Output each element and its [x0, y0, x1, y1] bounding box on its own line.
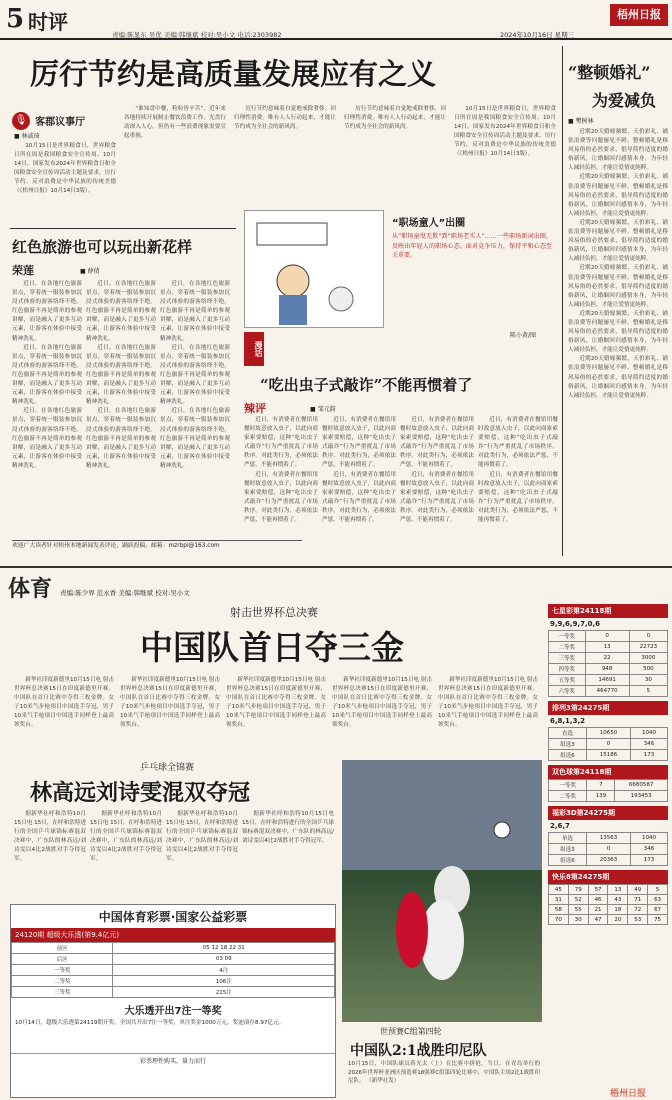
table-cell: 一等奖 [549, 780, 587, 791]
lottery-side-column [548, 604, 668, 1092]
insect-body-col3 [400, 416, 474, 558]
table-cell: 193453 [615, 791, 668, 802]
lead-paragraph: 10月15日是世界粮食日，世界粮食日所在周是我国粮食安全宣传周。10月14日，国家发布2024年世界粮食日和全国粮食安全宣传周活动主题及要求。厉行节约、反对浪费是中华民族的传统美德（《梧州日报》10月14日3版）。 [454, 106, 556, 158]
football-photo-illustration [342, 760, 542, 1022]
cartoon-panel [244, 210, 384, 328]
tt-paragraph: 据新华社呼和浩特10月15日电 15日，在呼和浩特进行的全国乒乓球锦标赛混双决赛中，广东队的林高远/刘诗雯以4比2战胜对手夺得冠军。 [242, 811, 334, 845]
table-cell: 一等奖 [549, 631, 586, 642]
table-cell: 6680587 [615, 780, 668, 791]
cartoon-signature: 陈小黄/图 [510, 332, 537, 339]
table-cell: 72 [628, 905, 648, 915]
lottery-banner-text: 10月14日，超级大乐透第24119期开奖。全国共开出7注一等奖，单注奖金1000万元，奖池滚存8.97亿元。 [15, 1020, 285, 1026]
side-author: ■ 樊树林 [568, 118, 594, 125]
sec1-table [548, 630, 668, 697]
table-cell: 二等奖 [549, 791, 587, 802]
lead-paragraph: “谁知盘中餐，粒粒皆辛苦”。近年来各地持续开展制止餐饮浪费工作，光盘行动深入人心。但仍有一些浪费现象需要引起重视。 [124, 106, 226, 140]
tourism-paragraph: 近日，在各地红色旅游景点，穿着统一服装参加沉浸式体验的游客络绎不绝。红色旅游不再是简单的参观讲解，而是融入了更多互动元素，让游客在体验中接受精神洗礼。 [86, 281, 156, 342]
table-cell: 3000 [629, 653, 667, 664]
table-cell: 346 [630, 739, 667, 750]
column-label-box [12, 110, 122, 128]
table-row [549, 642, 668, 653]
table-cell: 52 [568, 895, 588, 905]
tt-paragraph: 据新华社呼和浩特10月15日电 15日，在呼和浩特进行的全国乒乓球锦标赛混双决赛中，广东队的林高远/刘诗雯以4比2战胜对手夺得冠军。 [90, 811, 162, 863]
table-row [549, 791, 668, 802]
page-number: 5 [6, 4, 25, 34]
table-cell: 55 [568, 905, 588, 915]
table-cell: 单选 [549, 833, 587, 844]
lead-author: ■ 林戚琦 [14, 133, 40, 140]
table-row [549, 728, 668, 739]
table-row [549, 833, 668, 844]
tt-body-col4 [242, 810, 334, 896]
insect-paragraph: 近日，有消费者在餐馆用餐时故意放入虫子，以此向商家索要赔偿，这种“吃出虫子式敲诈”行为严重扰乱了市场秩序。对此类行为，必须依法严惩，不能再惯着了。 [478, 471, 558, 524]
table-cell: 22 [585, 653, 629, 664]
table-cell: 14691 [585, 675, 629, 686]
mic-icon: 🎙 [12, 112, 30, 130]
table-cell: 58 [549, 905, 569, 915]
shoot-kicker: 射击世界杯总决赛 [230, 606, 318, 619]
insect-body-col2 [322, 416, 396, 558]
table-cell: 71 [628, 895, 648, 905]
cartoon-title: “职场童人”出圈 [392, 218, 466, 229]
section-divider [0, 566, 672, 568]
lead-headline: 厉行节约是高质量发展应有之义 [30, 57, 437, 91]
tt-kicker: 乒乓球全锦赛 [140, 763, 195, 773]
table-cell: 948 [585, 664, 629, 675]
lead-body-col1 [14, 142, 116, 237]
photo-credit: （新华社发） [366, 1078, 400, 1084]
tourism-body-col2 [86, 280, 156, 538]
side-headline-1: “整顿婚礼” [568, 63, 651, 82]
tt-headline: 林高远刘诗雯混双夺冠 [30, 780, 251, 806]
football-kicker: 世预赛C组第四轮 [380, 1027, 442, 1036]
tourism-paragraph: 近日，在各地红色旅游景点，穿着统一服装参加沉浸式体验的游客络绎不绝。红色旅游不再是简单的参观讲解，而是融入了更多互动元素，让游客在体验中接受精神洗礼。 [12, 281, 82, 342]
tt-paragraph: 据新华社呼和浩特10月15日电 15日，在呼和浩特进行的全国乒乓球锦标赛混双决赛中，广东队的林高远/刘诗雯以4比2战胜对手夺得冠军。 [166, 811, 238, 863]
table-cell: 47 [588, 915, 608, 925]
tt-body-col3 [166, 810, 238, 896]
cartoon-column-label: 漫话 [244, 332, 264, 366]
table-row [549, 675, 668, 686]
header-date: 2024年10月16日 星期三 [500, 31, 575, 39]
table-cell: 215注 [113, 987, 335, 998]
table-cell: 346 [630, 844, 667, 855]
shoot-paragraph: 新华社印度新德里10月15日电 射击世界杯总决赛15日在印度新德里开赛，中国队在首日比赛中夺得三枚金牌。女子10米气步枪项目中国选手夺冠，男子10米气手枪项目中国选手同样登上最高领奖台。 [14, 677, 114, 729]
table-cell: 三等奖 [549, 653, 586, 664]
table-cell: 二等奖 [12, 976, 113, 987]
table-cell: 六等奖 [549, 686, 586, 697]
insect-author: ■ 邹元韵 [310, 406, 336, 413]
divider [10, 228, 236, 229]
table-cell: 46 [588, 895, 608, 905]
shoot-paragraph: 新华社印度新德里10月15日电 射击世界杯总决赛15日在印度新德里开赛，中国队在首日比赛中夺得三枚金牌。女子10米气步枪项目中国选手夺冠，男子10米气手枪项目中国选手同样登上最高领奖台。 [332, 677, 432, 729]
sec5-table [548, 884, 668, 925]
cartoon-caption: 从“职场童叟无欺”到“职场老实人”……一些职场新词出圈，反映出年轻人的职场心态。面对竞争压力，保持平和心态至关重要。 [392, 233, 552, 259]
shoot-body-col1 [14, 676, 114, 752]
side-paragraph: 近期20天婚嫁频繁，天价彩礼、铺张浪费等问题屡见不鲜。整顿婚礼是移风易俗的必然要求，倡导简约适度的婚俗新风，让婚姻回归感情本身，为年轻人减轻负担，才能让爱情更纯粹。 [568, 265, 668, 308]
table-cell: 0 [587, 844, 631, 855]
table-cell: 10650 [587, 728, 631, 739]
table-cell: 0 [629, 631, 667, 642]
table-cell: 22723 [629, 642, 667, 653]
tourism-paragraph: 近日，在各地红色旅游景点，穿着统一服装参加沉浸式体验的游客络绎不绝。红色旅游不再是简单的参观讲解，而是融入了更多互动元素，让游客在体验中接受精神洗礼。 [86, 344, 156, 406]
side-paragraph: 近期20天婚嫁频繁，天价彩礼、铺张浪费等问题屡见不鲜。整顿婚礼是移风易俗的必然要求，倡导简约适度的婚俗新风，让婚姻回归感情本身，为年轻人减轻负担，才能让爱情更纯粹。 [568, 129, 668, 172]
sports-section-title: 体育 [8, 576, 53, 602]
table-row [12, 965, 335, 976]
table-cell: 45 [549, 885, 569, 895]
table-cell: 13563 [587, 833, 631, 844]
table-cell: 前区 [12, 943, 113, 954]
table-cell: 67 [648, 905, 668, 915]
table-cell: 4注 [113, 965, 335, 976]
insect-paragraph: 近日，有消费者在餐馆用餐时故意放入虫子，以此向商家索要赔偿，这种“吃出虫子式敲诈”行为严重扰乱了市场秩序。对此类行为，必须依法严惩，不能再惯着了。 [322, 471, 396, 524]
table-cell: 53 [628, 915, 648, 925]
tourism-paragraph: 近日，在各地红色旅游景点，穿着统一服装参加沉浸式体验的游客络绎不绝。红色旅游不再是简单的参观讲解，而是融入了更多互动元素，让游客在体验中接受精神洗礼。 [160, 281, 230, 342]
lottery-main-issue: 24120期 超级大乐透(第9.4亿元) [11, 928, 335, 942]
tourism-paragraph: 近日，在各地红色旅游景点，穿着统一服装参加沉浸式体验的游客络绎不绝。红色旅游不再是简单的参观讲解，而是融入了更多互动元素，让游客在体验中接受精神洗礼。 [12, 408, 82, 469]
table-cell: 49 [628, 885, 648, 895]
insect-paragraph: 近日，有消费者在餐馆用餐时故意放入虫子，以此向商家索要赔偿，这种“吃出虫子式敲诈”行为严重扰乱了市场秩序。对此类行为，必须依法严惩，不能再惯着了。 [244, 417, 318, 469]
shoot-paragraph: 新华社印度新德里10月15日电 射击世界杯总决赛15日在印度新德里开赛，中国队在首日比赛中夺得三枚金牌。女子10米气步枪项目中国选手夺冠，男子10米气手枪项目中国选手同样登上最高领奖台。 [438, 677, 538, 729]
table-cell: 一等奖 [12, 965, 113, 976]
table-cell: 组选6 [549, 855, 587, 866]
masthead-logo: 梧州日报 [610, 4, 668, 26]
shoot-body-col5 [438, 676, 538, 752]
page-header [0, 0, 672, 40]
sec2-numbers: 6,8,1,3,2 [550, 717, 585, 725]
table-cell: 组选3 [549, 739, 587, 750]
table-cell: 0 [585, 631, 629, 642]
tourism-paragraph: 近日，在各地红色旅游景点，穿着统一服装参加沉浸式体验的游客络绎不绝。红色旅游不再是简单的参观讲解，而是融入了更多互动元素，让游客在体验中接受精神洗礼。 [86, 408, 156, 469]
insect-headline: “吃出虫子式敲诈”不能再惯着了 [260, 376, 473, 394]
sec1-title: 七星彩第24118期 [548, 604, 668, 618]
table-cell: 75 [648, 915, 668, 925]
insect-paragraph: 近日，有消费者在餐馆用餐时故意放入虫子，以此向商家索要赔偿，这种“吃出虫子式敲诈”行为严重扰乱了市场秩序。对此类行为，必须依法严惩，不能再惯着了。 [322, 417, 396, 469]
table-cell: 139 [587, 791, 615, 802]
tt-body-col2 [90, 810, 162, 896]
table-row [12, 976, 335, 987]
insect-body-col1 [244, 416, 318, 558]
table-cell: 18 [608, 905, 628, 915]
lead-paragraph: 厉行节约意味着自觉地戒除奢侈，回归理性消费。唯有人人行动起来，才能让节约成为全社会的新风尚。 [234, 106, 336, 131]
tt-body-col1 [14, 810, 86, 896]
lead-body-col2 [124, 105, 226, 290]
table-row [12, 943, 335, 954]
insect-paragraph: 近日，有消费者在餐馆用餐时故意放入虫子，以此向商家索要赔偿，这种“吃出虫子式敲诈”行为严重扰乱了市场秩序。对此类行为，必须依法严惩，不能再惯着了。 [244, 471, 318, 524]
table-cell: 二等奖 [549, 642, 586, 653]
table-cell: 79 [568, 885, 588, 895]
table-cell: 43 [608, 895, 628, 905]
shoot-paragraph: 新华社印度新德里10月15日电 射击世界杯总决赛15日在印度新德里开赛，中国队在首日比赛中夺得三枚金牌。女子10米气步枪项目中国选手夺冠，男子10米气手枪项目中国选手同样登上最高领奖台。 [120, 677, 220, 729]
lottery-main-table [11, 942, 335, 998]
table-cell: 1040 [630, 833, 667, 844]
table-cell: 7 [587, 780, 615, 791]
lottery-banner: 大乐透开出7注一等奖 [124, 1006, 222, 1017]
sec3-title: 双色球第24118期 [548, 765, 668, 779]
insect-paragraph: 近日，有消费者在餐馆用餐时故意放入虫子，以此向商家索要赔偿，这种“吃出虫子式敲诈”行为严重扰乱了市场秩序。对此类行为，必须依法严惩，不能再惯着了。 [400, 471, 474, 524]
header-credits: 责编:陈显东 吴优 美编:韩继斌 校对:吴小文 电话:2303982 [112, 31, 282, 39]
table-row [549, 855, 668, 866]
tourism-footer: 欢迎广大读者针对梧州本地新闻发表评论，踊跃投稿。邮箱：mzrbpl@163.com [12, 540, 302, 558]
tourism-author: ■ 薛倩 [80, 268, 100, 275]
table-cell: 30 [568, 915, 588, 925]
table-cell: 后区 [12, 954, 113, 965]
table-cell: 0 [587, 739, 631, 750]
sec4-numbers: 2,6,7 [550, 822, 570, 830]
table-cell: 30 [629, 675, 667, 686]
shoot-body-col3 [226, 676, 326, 752]
lottery-main-title: 中国体育彩票·国家公益彩票 [98, 910, 248, 924]
table-cell: 70 [549, 915, 569, 925]
table-row [549, 686, 668, 697]
tt-paragraph: 据新华社呼和浩特10月15日电 15日，在呼和浩特进行的全国乒乓球锦标赛混双决赛中，广东队的林高远/刘诗雯以4比2战胜对手夺得冠军。 [14, 811, 86, 863]
football-caption-text: 10月15日，中国队球员蒋光太（上）在比赛中拼抢。当日，在青岛举行的2026年世界杯亚洲区预选赛18强赛C组第四轮比赛中，中国队主场2比1战胜印尼队。 [348, 1061, 540, 1084]
table-cell: 三等奖 [12, 987, 113, 998]
table-cell: 四等奖 [549, 664, 586, 675]
table-cell: 13 [585, 642, 629, 653]
table-row [12, 954, 335, 965]
table-row [549, 750, 668, 761]
tourism-paragraph: 近日，在各地红色旅游景点，穿着统一服装参加沉浸式体验的游客络绎不绝。红色旅游不再是简单的参观讲解，而是融入了更多互动元素，让游客在体验中接受精神洗礼。 [160, 408, 230, 469]
shoot-headline: 中国队首日夺三金 [140, 628, 404, 667]
tourism-headline: 红色旅游也可以玩出新花样 [12, 238, 193, 256]
tourism-column-label: 荣莲 [12, 264, 34, 277]
table-cell: 组选3 [549, 844, 587, 855]
table-cell: 21 [588, 905, 608, 915]
side-paragraph: 近期20天婚嫁频繁，天价彩礼、铺张浪费等问题屡见不鲜。整顿婚礼是移风易俗的必然要求，倡导简约适度的婚俗新风，让婚姻回归感情本身，为年轻人减轻负担，才能让爱情更纯粹。 [568, 310, 668, 354]
lead-paragraph: 厉行节约意味着自觉地戒除奢侈，回归理性消费。唯有人人行动起来，才能让节约成为全社会的新风尚。 [344, 106, 446, 131]
table-cell: 13 [608, 885, 628, 895]
table-cell: 03 09 [113, 954, 335, 965]
table-cell: 500 [629, 664, 667, 675]
insect-paragraph: 近日，有消费者在餐馆用餐时故意放入虫子，以此向商家索要赔偿，这种“吃出虫子式敲诈”行为严重扰乱了市场秩序。对此类行为，必须依法严惩，不能再惯着了。 [400, 417, 474, 469]
shoot-paragraph: 新华社印度新德里10月15日电 射击世界杯总决赛15日在印度新德里开赛，中国队在首日比赛中夺得三枚金牌。女子10米气步枪项目中国选手夺冠，男子10米气手枪项目中国选手同样登上最高领奖台。 [226, 677, 326, 729]
table-cell: 31 [549, 895, 569, 905]
table-cell: 173 [630, 750, 667, 761]
table-cell: 173 [630, 855, 667, 866]
table-cell: 组选6 [549, 750, 587, 761]
side-headline-2: 为爱减负 [592, 91, 657, 110]
side-body [568, 128, 668, 553]
table-row [549, 905, 668, 915]
football-headline: 中国队2:1战胜印尼队 [350, 1043, 487, 1059]
table-row [549, 844, 668, 855]
insect-body-col4 [478, 416, 558, 558]
table-cell: 57 [588, 885, 608, 895]
column-divider [562, 46, 563, 556]
side-paragraph: 近期20天婚嫁频繁，天价彩礼、铺张浪费等问题屡见不鲜。整顿婚礼是移风易俗的必然要求，倡导简约适度的婚俗新风，让婚姻回归感情本身，为年轻人减轻负担，才能让爱情更纯粹。 [568, 174, 668, 217]
side-paragraph: 近期20天婚嫁频繁，天价彩礼、铺张浪费等问题屡见不鲜。整顿婚礼是移风易俗的必然要求，倡导简约适度的婚俗新风，让婚姻回归感情本身，为年轻人减轻负担，才能让爱情更纯粹。 [568, 356, 668, 399]
sec3-table [548, 779, 668, 802]
football-photo [342, 760, 542, 1022]
watermark-logo: 梧州日报 [610, 1089, 647, 1099]
table-row [549, 631, 668, 642]
lottery-footer: 彩票理性购买，量力而行 [11, 1053, 335, 1065]
table-cell: 直选 [549, 728, 587, 739]
tourism-body-col1 [12, 280, 82, 538]
table-row [549, 739, 668, 750]
side-paragraph: 近期20天婚嫁频繁，天价彩礼、铺张浪费等问题屡见不鲜。整顿婚礼是移风易俗的必然要求，倡导简约适度的婚俗新风，让婚姻回归感情本身，为年轻人减轻负担，才能让爱情更纯粹。 [568, 219, 668, 263]
football-caption [348, 1060, 540, 1096]
insect-paragraph: 近日，有消费者在餐馆用餐时故意放入虫子，以此向商家索要赔偿，这种“吃出虫子式敲诈”行为严重扰乱了市场秩序。对此类行为，必须依法严惩，不能再惯着了。 [478, 417, 558, 469]
table-cell: 五等奖 [549, 675, 586, 686]
table-cell: 20363 [587, 855, 631, 866]
table-cell: 464770 [585, 686, 629, 697]
sec5-title: 快乐8第24275期 [548, 870, 668, 884]
table-cell: 63 [648, 895, 668, 905]
sec4-table [548, 832, 668, 866]
table-cell: 1040 [630, 728, 667, 739]
table-row [549, 915, 668, 925]
sec2-table [548, 727, 668, 761]
tourism-paragraph: 近日，在各地红色旅游景点，穿着统一服装参加沉浸式体验的游客络绎不绝。红色旅游不再是简单的参观讲解，而是融入了更多互动元素，让游客在体验中接受精神洗礼。 [160, 344, 230, 406]
section-title: 时评 [28, 10, 68, 34]
column-label: 客郡议事厅 [35, 117, 86, 128]
table-cell: 20 [608, 915, 628, 925]
tourism-paragraph: 近日，在各地红色旅游景点，穿着统一服装参加沉浸式体验的游客络绎不绝。红色旅游不再是简单的参观讲解，而是融入了更多互动元素，让游客在体验中接受精神洗礼。 [12, 344, 82, 406]
table-row [549, 895, 668, 905]
table-row [549, 780, 668, 791]
lead-body-col5 [454, 105, 556, 235]
table-cell: 5 [648, 885, 668, 895]
sec1-numbers: 9,9,6,9,7,0,6 [550, 620, 601, 628]
tourism-body-col3 [160, 280, 230, 538]
shoot-body-col2 [120, 676, 220, 752]
table-row [549, 885, 668, 895]
table-cell: 106注 [113, 976, 335, 987]
insect-column-label: 辣评 [244, 402, 266, 415]
table-cell: 5 [629, 686, 667, 697]
table-cell: 05 12 18 22 31 [113, 943, 335, 954]
lottery-main-box [10, 904, 336, 1098]
table-row [12, 987, 335, 998]
sec2-title: 排列3第24275期 [548, 701, 668, 715]
cartoon-illustration [245, 211, 385, 329]
shoot-body-col4 [332, 676, 432, 752]
lead-paragraph: 10月15日是世界粮食日，世界粮食日所在周是我国粮食安全宣传周。10月14日，国家发布2024年世界粮食日和全国粮食安全宣传周活动主题及要求。厉行节约、反对浪费是中华民族的传统美德（《梧州日报》10月14日3版）。 [14, 143, 116, 195]
table-cell: 15186 [587, 750, 631, 761]
sec4-title: 福彩3D第24275期 [548, 806, 668, 820]
table-row [549, 653, 668, 664]
sports-credits: 责编:陈少界 范永香 美编:韩继斌 校对:吴小文 [60, 589, 190, 597]
table-row [549, 664, 668, 675]
